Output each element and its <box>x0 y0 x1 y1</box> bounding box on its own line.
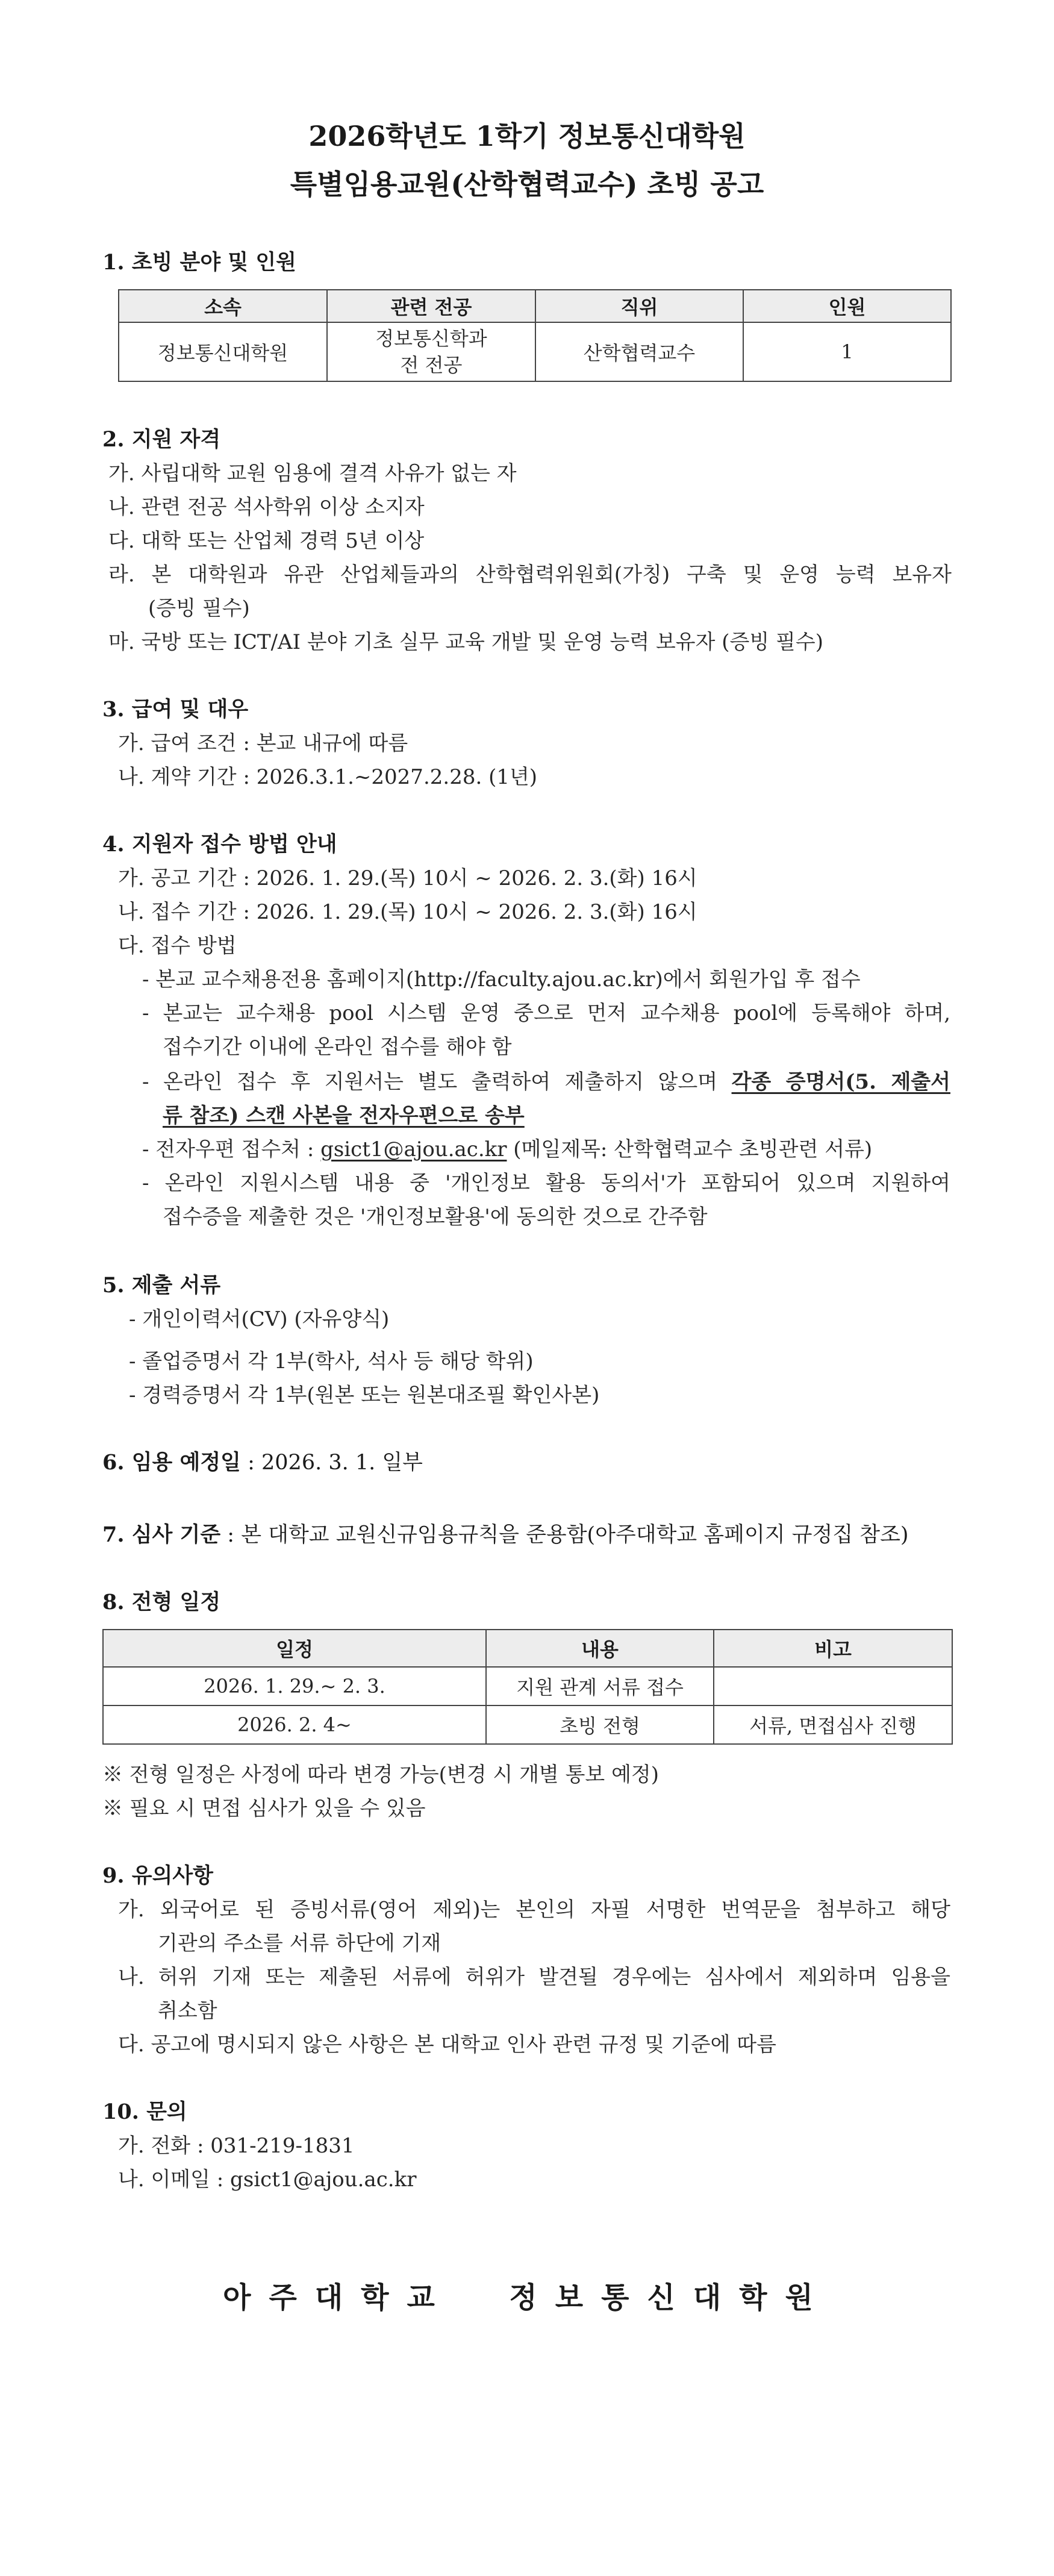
bullet-emphasis: 류 참조) 스캔 사본을 전자우편으로 송부 <box>163 1104 525 1128</box>
notice-item: 나. 허위 기재 또는 제출된 서류에 허위가 발견될 경우에는 심사에서 제외하며 임용을 <box>118 1965 950 1989</box>
section-5-heading: 5. 제출 서류 <box>102 1273 221 1298</box>
document-item: - 졸업증명서 각 1부(학사, 석사 등 해당 학위) <box>129 1349 534 1374</box>
cell-content: 초빙 전형 <box>486 1705 714 1744</box>
section-8-heading: 8. 전형 일정 <box>102 1590 221 1615</box>
schedule-note: ※ 전형 일정은 사정에 따라 변경 가능(변경 시 개별 통보 예정) <box>102 1763 660 1787</box>
cell-date: 2026. 1. 29.~ 2. 3. <box>103 1667 486 1705</box>
bullet-text: - 온라인 접수 후 지원서는 별도 출력하여 제출하지 않으며 <box>142 1070 732 1094</box>
recruitment-table <box>118 289 952 382</box>
table-row <box>103 1667 952 1705</box>
application-item: 가. 공고 기간 : 2026. 1. 29.(목) 10시 ~ 2026. 2. 3.(화) 16시 <box>118 866 697 890</box>
notice-item: 가. 외국어로 된 증빙서류(영어 제외)는 본인의 자필 서명한 번역문을 첨부하고 해당 <box>118 1898 950 1922</box>
application-bullet <box>142 1135 872 1164</box>
application-bullet: - 본교 교수채용전용 홈페이지(http://faculty.ajou.ac.kr)에서 회원가입 후 접수 <box>142 968 861 992</box>
section-4-heading: 4. 지원자 접수 방법 안내 <box>102 832 337 857</box>
header-position: 직위 <box>535 290 743 322</box>
cell-major-line1: 정보통신학과 <box>375 327 487 350</box>
qualification-item-cont: (증빙 필수) <box>148 596 250 621</box>
cell-count: 1 <box>743 322 951 381</box>
section-9-heading: 9. 유의사항 <box>102 1863 213 1888</box>
table-row <box>119 322 951 381</box>
notice-item-cont: 기관의 주소를 서류 하단에 기재 <box>158 1931 441 1955</box>
bullet-emphasis: 각종 증명서(5. 제출서 <box>731 1070 950 1094</box>
header-count: 인원 <box>743 290 951 322</box>
document-item: - 개인이력서(CV) (자유양식) <box>129 1307 390 1331</box>
cell-content: 지원 관계 서류 접수 <box>486 1667 714 1705</box>
header-note: 비고 <box>714 1630 952 1667</box>
application-bullet <box>142 1068 950 1096</box>
cell-date: 2026. 2. 4~ <box>103 1705 486 1744</box>
cell-affiliation: 정보통신대학원 <box>119 322 327 381</box>
bullet-text: (메일제목: 산학협력교수 초빙관련 서류) <box>507 1137 873 1161</box>
header-major: 관련 전공 <box>327 290 535 322</box>
email-link[interactable]: gsict1@ajou.ac.kr <box>320 1137 507 1161</box>
schedule-table <box>102 1629 953 1745</box>
section-7 <box>102 1521 909 1549</box>
institution-footer: 아주대학교 정보통신대학원 <box>223 2281 831 2315</box>
qualification-item: 나. 관련 전공 석사학위 이상 소지자 <box>108 495 425 519</box>
section-2-heading: 2. 지원 자격 <box>102 427 221 452</box>
header-date: 일정 <box>103 1630 486 1667</box>
recruitment-table-header <box>119 290 951 322</box>
notice-item-cont: 취소함 <box>158 1999 217 2023</box>
application-bullet: - 온라인 지원시스템 내용 중 '개인정보 활용 동의서'가 포함되어 있으며 지원하여 <box>142 1171 950 1195</box>
salary-item: 가. 급여 조건 : 본교 내규에 따름 <box>118 731 408 755</box>
section-10-heading: 10. 문의 <box>102 2099 187 2124</box>
document-item: - 경력증명서 각 1부(원본 또는 원본대조필 확인사본) <box>129 1383 600 1407</box>
application-bullet-cont <box>163 1101 525 1130</box>
notice-item: 다. 공고에 명시되지 않은 사항은 본 대학교 인사 관련 규정 및 기준에 따름 <box>118 2033 776 2057</box>
section-7-value: : 본 대학교 교원신규임용규칙을 준용함(아주대학교 홈페이지 규정집 참조) <box>220 1523 909 1547</box>
schedule-note: ※ 필요 시 면접 심사가 있을 수 있음 <box>102 1796 426 1821</box>
bullet-text: - 전자우편 접수처 : <box>142 1137 321 1161</box>
section-1-heading: 1. 초빙 분야 및 인원 <box>102 250 296 275</box>
cell-major-line2: 전 전공 <box>400 354 463 377</box>
section-6-label: 6. 임용 예정일 <box>102 1450 241 1475</box>
cell-note <box>714 1667 952 1705</box>
cell-note: 서류, 면접심사 진행 <box>714 1705 952 1744</box>
contact-phone: 가. 전화 : 031-219-1831 <box>118 2134 355 2158</box>
table-row <box>103 1705 952 1744</box>
page-title-line2: 특별임용교원(산학협력교수) 초빙 공고 <box>290 168 764 201</box>
application-item: 나. 접수 기간 : 2026. 1. 29.(목) 10시 ~ 2026. 2. 3.(화) 16시 <box>118 900 697 924</box>
header-content: 내용 <box>486 1630 714 1667</box>
application-item: 다. 접수 방법 <box>118 934 237 958</box>
cell-position: 산학협력교수 <box>535 322 743 381</box>
application-bullet-cont: 접수기간 이내에 온라인 접수를 해야 함 <box>163 1035 512 1059</box>
section-6 <box>102 1448 423 1477</box>
header-affiliation: 소속 <box>119 290 327 322</box>
contact-email: 나. 이메일 : gsict1@ajou.ac.kr <box>118 2168 417 2192</box>
schedule-table-header <box>103 1630 952 1667</box>
page-title-line1: 2026학년도 1학기 정보통신대학원 <box>308 120 746 152</box>
application-bullet-cont: 접수증을 제출한 것은 '개인정보활용'에 동의한 것으로 간주함 <box>163 1205 708 1229</box>
section-3-heading: 3. 급여 및 대우 <box>102 697 249 722</box>
cell-major <box>327 322 535 381</box>
qualification-item: 라. 본 대학원과 유관 산업체들과의 산학협력위원회(가칭) 구축 및 운영 능력 보유자 <box>108 563 952 587</box>
qualification-item: 마. 국방 또는 ICT/AI 분야 기초 실무 교육 개발 및 운영 능력 보유자 (증빙 필수) <box>108 630 823 654</box>
section-7-label: 7. 심사 기준 <box>102 1522 221 1547</box>
application-bullet: - 본교는 교수채용 pool 시스템 운영 중으로 먼저 교수채용 pool에 등록해야 하며, <box>142 1001 950 1025</box>
qualification-item: 다. 대학 또는 산업체 경력 5년 이상 <box>108 529 425 553</box>
section-6-value: : 2026. 3. 1. 일부 <box>240 1451 423 1475</box>
qualification-item: 가. 사립대학 교원 임용에 결격 사유가 없는 자 <box>108 461 517 486</box>
salary-item: 나. 계약 기간 : 2026.3.1.~2027.2.28. (1년) <box>118 765 538 789</box>
